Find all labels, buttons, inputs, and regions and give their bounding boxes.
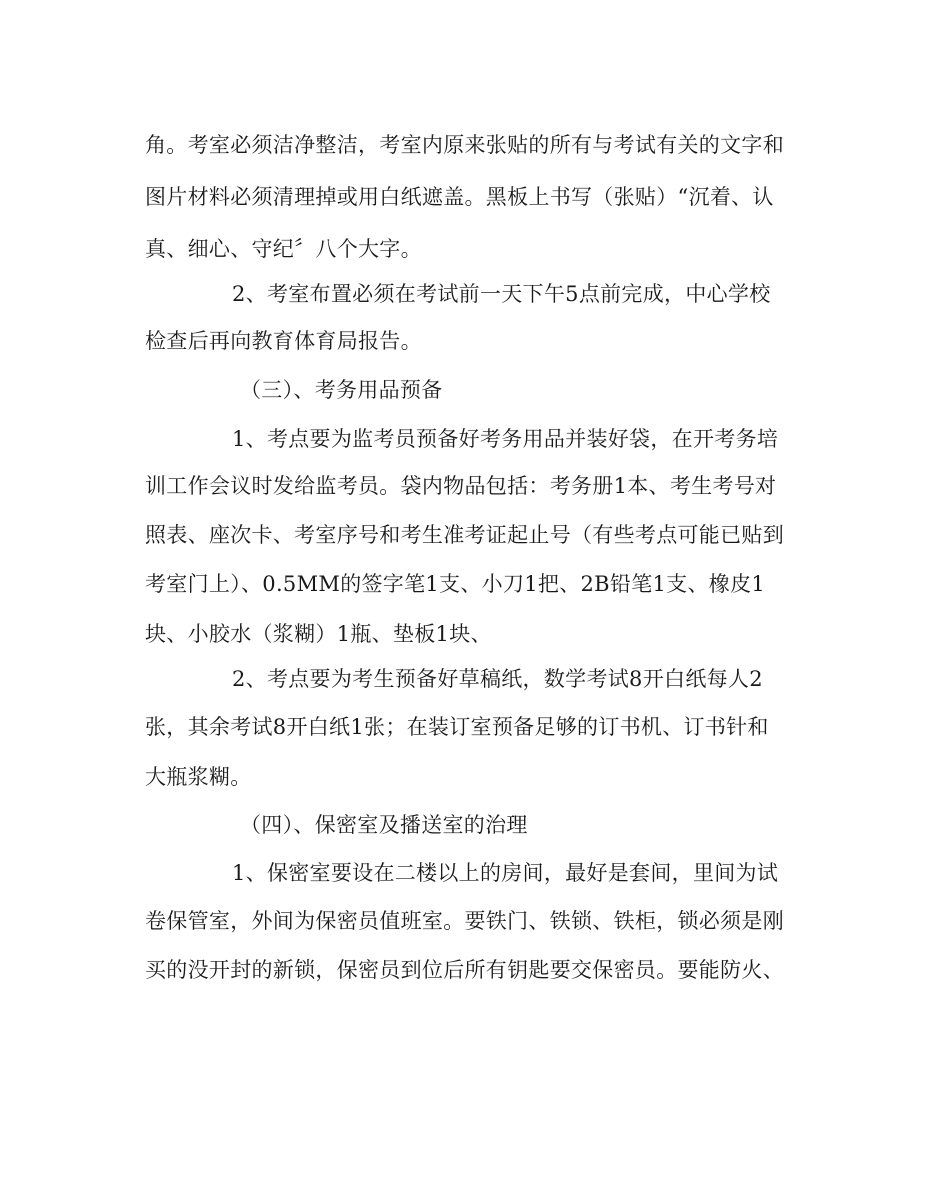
text-line: 角。考室必须洁净整洁，考室内原来张贴的所有与考试有关的文字和 <box>145 133 784 157</box>
section-heading: （四）、保密室及播送室的治理 <box>240 813 528 837</box>
text-line: 训工作会议时发给监考员。袋内物品包括：考务册1本、考生考号对 <box>145 474 777 498</box>
text-line: 张，其余考试8开白纸1张；在装订室预备足够的订书机、订书针和 <box>145 715 769 739</box>
paragraph-start: 2、考点要为考生预备好草稿纸，数学考试8开白纸每人2 <box>232 667 763 691</box>
text-line: 大瓶浆糊。 <box>145 765 252 789</box>
section-heading: （三）、考务用品预备 <box>240 378 443 402</box>
text-line: 照表、座次卡、考室序号和考生准考证起止号（有些考点可能已贴到 <box>145 523 784 547</box>
text-line: 真、细心、守纪〞八个大字。 <box>145 237 422 261</box>
paragraph-start: 2、考室布置必须在考试前一天下午5点前完成，中心学校 <box>232 282 771 306</box>
text-line: 块、小胶水（浆糊）1瓶、垫板1块、 <box>145 622 492 646</box>
text-line: 检查后再向教育体育局报告。 <box>145 329 422 353</box>
paragraph-start: 1、保密室要设在二楼以上的房间，最好是套间，里间为试 <box>232 861 779 885</box>
text-line: 图片材料必须清理掉或用白纸遮盖。黑板上书写（张贴）“沉着、认 <box>145 185 774 209</box>
text-line: 卷保管室，外间为保密员值班室。要铁门、铁锁、铁柜，锁必须是刚 <box>145 909 784 933</box>
text-line: 考室门上）、0.5MM的签字笔1支、小刀1把、2B铅笔1支、橡皮1 <box>145 572 766 596</box>
paragraph-start: 1、考点要为监考员预备好考务用品并装好袋，在开考务培 <box>232 427 779 451</box>
text-line: 买的没开封的新锁，保密员到位后所有钥匙要交保密员。要能防火、 <box>145 958 784 982</box>
